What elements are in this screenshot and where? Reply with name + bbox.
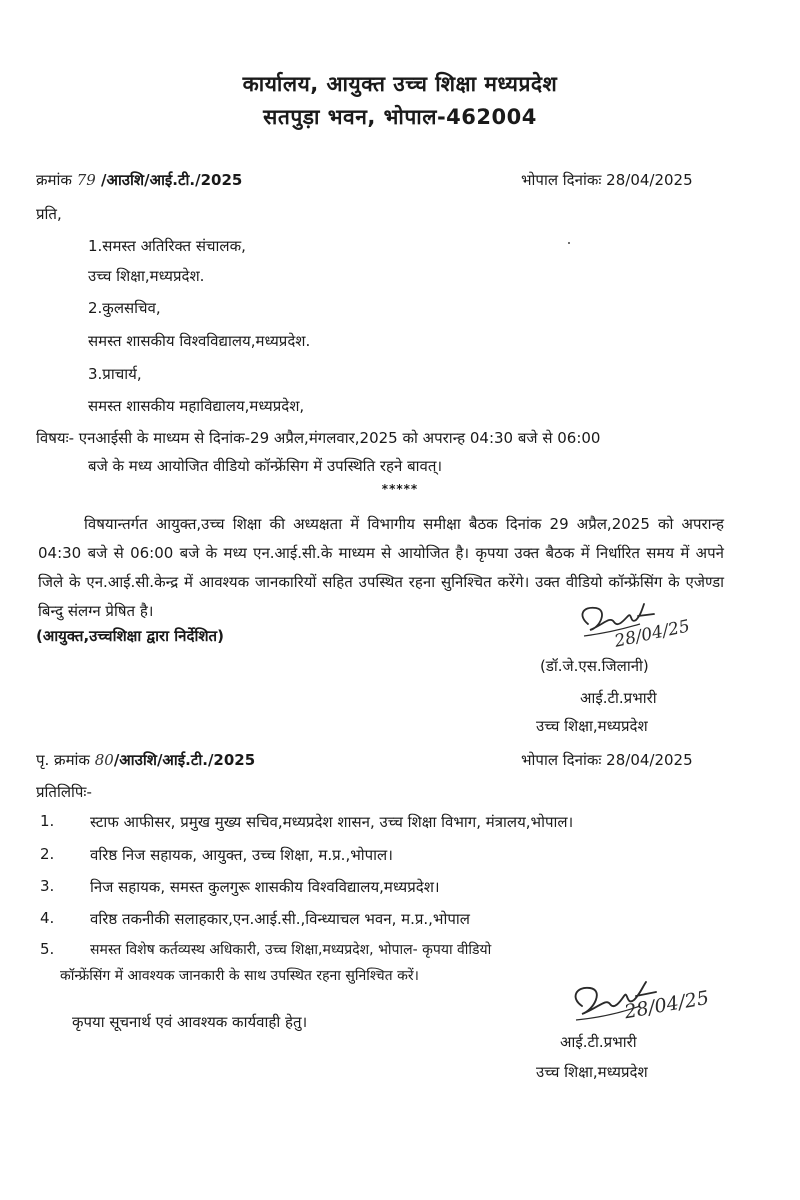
copy-item-number: 4. [40, 909, 55, 927]
date-value: 28/04/2025 [606, 171, 693, 189]
copy-item-text: निज सहायक, समस्त कुलगुरू शासकीय विश्वविद्यालय,मध्यप्रदेश। [90, 878, 440, 896]
copy-item-number: 3. [40, 877, 55, 895]
recipient-line: समस्त शासकीय महाविद्यालय,मध्यप्रदेश, [88, 397, 305, 415]
body-text: विषयान्तर्गत आयुक्त,उच्च शिक्षा की अध्यक्षता में विभागीय समीक्षा बैठक दिनांक 29 अप्रैल,2025 को अपरान्ह 04:30 बजे से 06:00 बजे के मध्य एन.आई.सी.के माध्यम से आयोजित है। कृपया उक्त बैठक में निर्धारित समय में अपने जिले के एन.आई.सी.केन्द्र में आवश्यक जानकारियों सहित उपस्थित रहना सुनिश्चित करेंगे। उक्त वीडियो कॉन्फ्रेंसिंग के एजेण्डा बिन्दु संलग्न प्रेषित है। [38, 515, 724, 620]
endorsement-ref-label: पृ. क्रमांक [36, 751, 90, 769]
copy-item-text: वरिष्ठ तकनीकी सलाहकार,एन.आई.सी.,विन्ध्याचल भवन, म.प्र.,भोपाल [90, 910, 470, 928]
copy-item-text: स्टाफ आफीसर, प्रमुख मुख्य सचिव,मध्यप्रदेश शासन, उच्च शिक्षा विभाग, मंत्रालय,भोपाल। [90, 813, 574, 831]
signatory-department: उच्च शिक्षा,मध्यप्रदेश [536, 717, 648, 735]
subject-line-2: बजे के मध्य आयोजित वीडियो कॉन्फ्रेंसिग में उपस्थिति रहने बावत्। [88, 457, 443, 475]
endorsement-reference [36, 750, 255, 770]
endorsement-date-value: 28/04/2025 [606, 751, 693, 769]
directive-note: (आयुक्त,उच्चशिक्षा द्वारा निर्देशित) [36, 627, 224, 645]
signature-date-2: 28/04/25 [622, 986, 711, 1024]
copy-item-text: वरिष्ठ निज सहायक, आयुक्त, उच्च शिक्षा, म.प्र.,भोपाल। [90, 846, 393, 864]
copy-item-number: 1. [40, 812, 55, 830]
recipient-line: 1.समस्त अतिरिक्त संचालक, [88, 237, 246, 255]
signature-date: 28/04/25 [612, 616, 692, 652]
reference-suffix: /आउशि/आई.टी./2025 [95, 171, 243, 189]
copy-item-text: समस्त विशेष कर्तव्यस्थ अधिकारी, उच्च शिक्षा,मध्यप्रदेश, भोपाल- कृपया वीडियो [90, 942, 492, 958]
handwritten-signature [570, 594, 710, 654]
copy-item-text-continued: कॉन्फ्रेंसिंग में आवश्यक जानकारी के साथ उपस्थित रहना सुनिश्चित करें। [60, 968, 419, 984]
to-label: प्रति, [36, 205, 62, 223]
recipient-line: 2.कुलसचिव, [88, 299, 161, 317]
separator: ***** [381, 482, 419, 496]
endorsement-ref-suffix: /आउशि/आई.टी./2025 [113, 751, 256, 769]
copy-item-number: 2. [40, 845, 55, 863]
reference-label: क्रमांक [36, 171, 72, 189]
endorsement-date [521, 750, 693, 770]
subject-line-1: विषयः- एनआईसी के माध्यम से दिनांक-29 अप्रैल,मंगलवार,2025 को अपरान्ह 04:30 बजे से 06:00 [36, 429, 601, 447]
handwritten-ref-number: 79 [76, 171, 96, 189]
handwritten-endorsement-number: 80 [94, 751, 114, 769]
date-label: भोपाल दिनांकः [521, 171, 602, 189]
closing-note: कृपया सूचनार्थ एवं आवश्यक कार्यवाही हेतु। [72, 1013, 308, 1031]
recipient-line: समस्त शासकीय विश्वविद्यालय,मध्यप्रदेश. [88, 332, 311, 350]
signatory-name: (डॉ.जे.एस.जिलानी) [540, 657, 649, 675]
copy-label: प्रतिलिपिः- [36, 783, 92, 801]
letter-date [521, 170, 693, 190]
reference-number [36, 170, 242, 190]
endorsement-signatory-title: आई.टी.प्रभारी [560, 1033, 637, 1051]
office-address: सतपुड़ा भवन, भोपाल-462004 [263, 105, 537, 129]
signatory-title: आई.टी.प्रभारी [580, 689, 657, 707]
recipient-line: 3.प्राचार्य, [88, 365, 142, 383]
copy-item-number: 5. [40, 940, 55, 958]
endorsement-signatory-department: उच्च शिक्षा,मध्यप्रदेश [536, 1063, 648, 1081]
office-title: कार्यालय, आयुक्त उच्च शिक्षा मध्यप्रदेश [242, 72, 558, 96]
handwritten-signature-2 [560, 976, 740, 1040]
endorsement-date-label: भोपाल दिनांकः [521, 751, 602, 769]
recipient-line: उच्च शिक्षा,मध्यप्रदेश. [88, 267, 205, 285]
scan-speck [568, 242, 570, 244]
